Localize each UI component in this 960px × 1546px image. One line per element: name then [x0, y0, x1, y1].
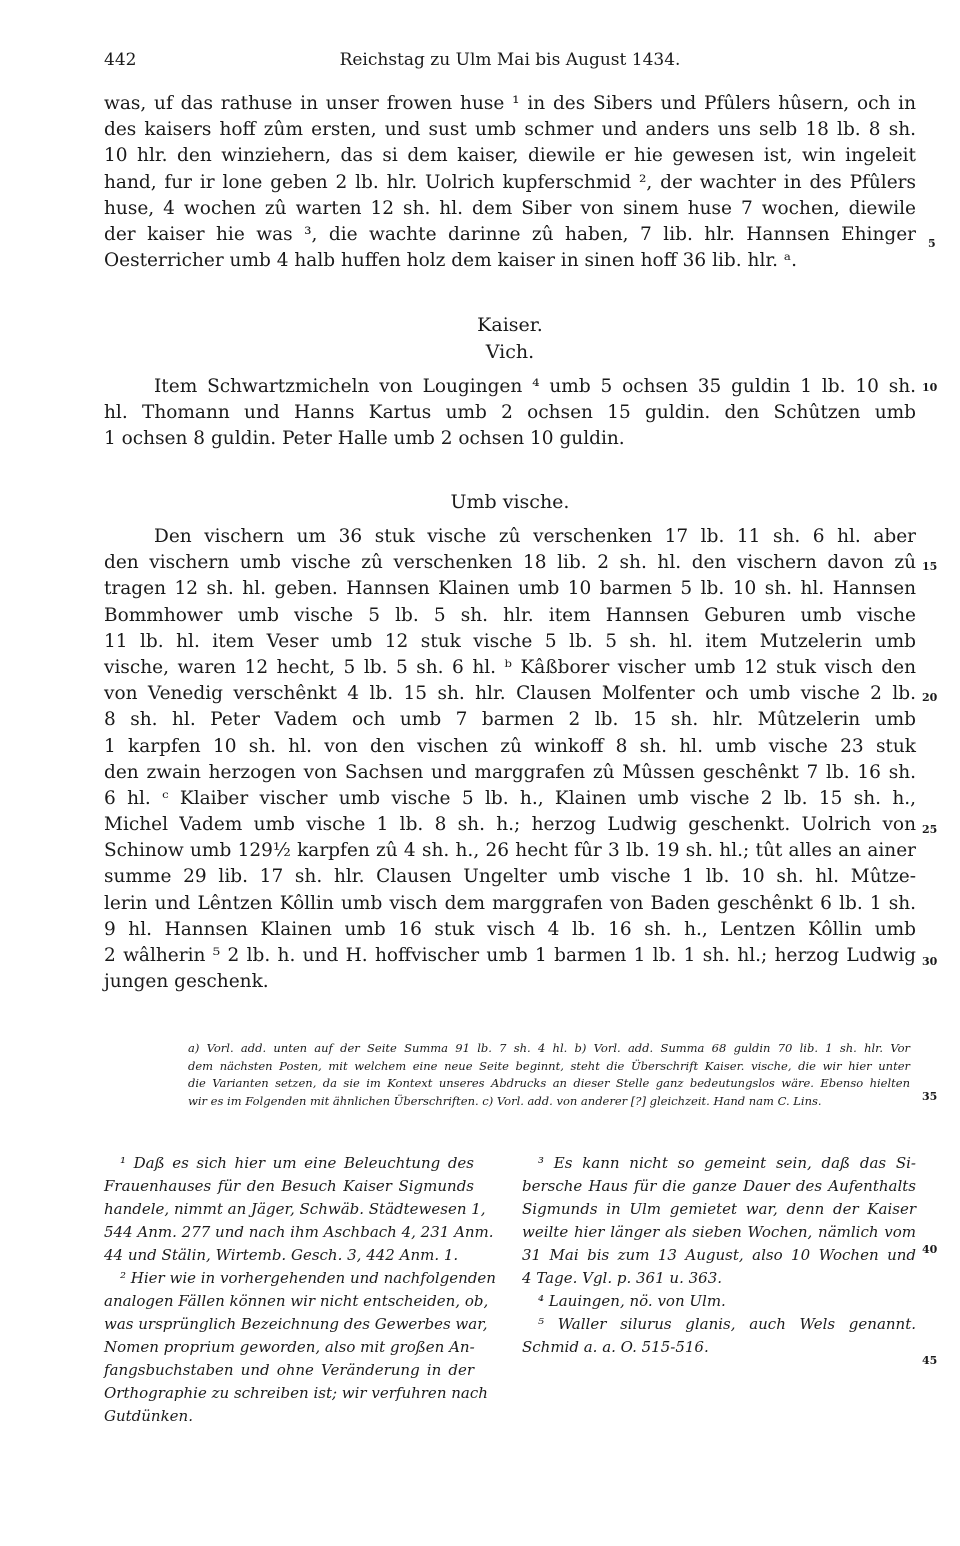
text-line: jungen geschenk.	[104, 971, 269, 993]
footnote-line: Nomen proprium geworden, also mit großen An-	[104, 1338, 475, 1356]
paragraph-vich	[104, 374, 916, 453]
footnote-line: 544 Anm. 277 und nach ihm Aschbach 4, 231 Anm.	[104, 1223, 494, 1241]
footnote-line: was ursprünglich Bezeichnung des Gewerbes war,	[104, 1315, 488, 1333]
text-line: 1 ochsen 8 guldin. Peter Halle umb 2 ochsen 10 guldin.	[104, 428, 625, 450]
line-number: 35	[922, 1090, 938, 1103]
text-line: Schinow umb 129½ karpfen zû 4 sh. h., 26 hecht fûr 3 lb. 19 sh. hl.; tût alles an ainer	[104, 840, 916, 862]
note-line: wir es im Folgenden mit ähnlichen Überschriften. c) Vorl. add. von anderer [?] gleichzeit. Hand nam C. Lins.	[188, 1093, 822, 1108]
footnote-line: analogen Fällen können wir nicht entscheiden, ob,	[104, 1292, 489, 1310]
text-line: summe 29 lib. 17 sh. hlr. Clausen Ungelter umb vische 1 lb. 10 sh. hl. Mûtze-	[104, 866, 916, 888]
line-number: 20	[922, 691, 938, 704]
text-line: vische, waren 12 hecht, 5 lb. 5 sh. 6 hl. ᵇ Kâßborer vischer umb 12 stuk visch den	[104, 656, 916, 678]
text-line: was, uf das rathuse in unser frowen huse ¹ in des Sibers und Pfûlers hûsern, och in	[104, 93, 916, 114]
footnote-line: Sigmunds in Ulm gemietet war, denn der Kaiser	[522, 1200, 916, 1218]
line-number: 15	[922, 560, 938, 573]
page-number: 442	[104, 50, 137, 70]
text-line: den vischern umb vische zû verschenken 18 lib. 2 sh. hl. den vischern davon zû	[104, 552, 916, 574]
paragraph-vische	[104, 524, 916, 995]
text-line: Item Schwartzmicheln von Lougingen ⁴ umb 5 ochsen 35 guldin 1 lb. 10 sh.	[154, 376, 916, 397]
variant-notes	[188, 1040, 910, 1110]
text-line: 9 hl. Hannsen Klainen umb 16 stuk visch 4 lb. 16 sh. h., Lentzen Kôllin umb	[104, 918, 916, 940]
text-line: der kaiser hie was ³, die wachte darinne zû haben, 7 lib. hlr. Hannsen Ehinger	[104, 223, 916, 245]
text-line: hl. Thomann und Hanns Kartus umb 2 ochsen 15 guldin. den Schûtzen umb	[104, 402, 916, 424]
text-line: 11 lb. hl. item Veser umb 12 stuk vische 5 lb. 5 sh. hl. item Mutzelerin umb	[104, 630, 916, 652]
line-number: 40	[922, 1243, 938, 1256]
text-line: 6 hl. ᶜ Klaiber vischer umb vische 5 lb. h., Klainen umb vische 2 lb. 15 sh. h.,	[104, 787, 916, 809]
footnote-line: ⁴ Lauingen, nö. von Ulm.	[538, 1292, 726, 1310]
footnote-line: Frauenhauses für den Besuch Kaiser Sigmunds	[104, 1177, 474, 1195]
footnote-line: ² Hier wie in vorhergehenden und nachfolgenden	[120, 1269, 496, 1287]
line-number: 10	[922, 381, 938, 394]
note-line: die Varianten setzen, da sie im Kontext unseres Abdrucks an dieser Stelle ganz bedeutungslos wäre. Ebenso hielten	[188, 1076, 910, 1090]
text-line: den zwain herzogen von Sachsen und marggrafen zû Mûssen geschênkt 7 lb. 16 sh.	[104, 761, 916, 783]
note-line: dem nächsten Posten, mit welchem eine neue Seite beginnt, steht die Überschrift Kaiser. vische, die wir hier unter	[188, 1058, 910, 1073]
line-number: 5	[928, 237, 936, 250]
footnote-line: bersche Haus für die ganze Dauer des Aufenthalts	[522, 1177, 916, 1195]
text-line: huse, 4 wochen zû warten 12 sh. hl. dem Siber von sinem huse 7 wochen, diewile	[104, 197, 916, 219]
footnote-line: handele, nimmt an Jäger, Schwäb. Städtewesen 1,	[104, 1200, 486, 1218]
text-line: 8 sh. hl. Peter Vadem och umb 7 barmen 2 lb. 15 sh. hlr. Mûtzelerin umb	[104, 709, 916, 731]
footnote-line: 4 Tage. Vgl. p. 361 u. 363.	[522, 1269, 723, 1287]
footnote-line: Schmid a. a. O. 515-516.	[522, 1338, 709, 1356]
page-header	[104, 50, 916, 74]
footnote-line: 44 und Stälin, Wirtemb. Gesch. 3, 442 Anm. 1.	[104, 1246, 459, 1264]
text-line: von Venedig verschênkt 4 lb. 15 sh. hlr. Clausen Molfenter och umb vische 2 lb.	[104, 683, 916, 705]
paragraph-rathuse	[104, 91, 916, 274]
footnotes-left-column	[104, 1152, 496, 1428]
note-line: a) Vorl. add. unten auf der Seite Summa 91 lb. 7 sh. 4 hl. b) Vorl. add. Summa 68 guldin 70 lib. 1 sh. hlr. Vor	[188, 1041, 910, 1055]
text-line: hand, fur ir lone geben 2 lb. hlr. Uolrich kupferschmid ², der wachter in des Pfûlers	[104, 171, 916, 193]
text-line: 10 hlr. den winziehern, das si dem kaiser, diewile er hie gewesen ist, win ingeleit	[104, 145, 916, 167]
section-heading-vische: Umb vische.	[450, 491, 570, 513]
footnote-line: ⁵ Waller silurus glanis, auch Wels genannt.	[538, 1315, 916, 1333]
footnote-line: ¹ Daß es sich hier um eine Beleuchtung des	[120, 1154, 474, 1172]
text-line: lerin und Lêntzen Kôllin umb visch dem marggrafen von Baden geschênkt 6 lb. 1 sh.	[104, 892, 916, 914]
text-line: Bommhower umb vische 5 lb. 5 sh. hlr. item Hannsen Geburen umb vische	[104, 604, 916, 626]
footnote-line: Orthographie zu schreiben ist; wir verfuhren nach	[104, 1384, 488, 1402]
footnote-line: weilte hier länger als sieben Wochen, nämlich vom	[522, 1223, 916, 1241]
line-number: 45	[922, 1354, 938, 1367]
line-number: 30	[922, 955, 938, 968]
section-heading-vich: Vich.	[485, 341, 535, 363]
footnote-line: 31 Mai bis zum 13 August, also 10 Wochen und	[522, 1246, 916, 1264]
footnote-line: ³ Es kann nicht so gemeint sein, daß das Si-	[538, 1154, 916, 1172]
running-title: Reichstag zu Ulm Mai bis August 1434.	[339, 50, 681, 70]
footnotes-right-column	[522, 1152, 916, 1359]
section-heading-kaiser: Kaiser.	[477, 314, 543, 336]
text-line: Michel Vadem umb vische 1 lb. 8 sh. h.; herzog Ludwig geschenkt. Uolrich von	[104, 814, 916, 836]
line-number: 25	[922, 823, 938, 836]
text-line: Den vischern um 36 stuk vische zû verschenken 17 lb. 11 sh. 6 hl. aber	[154, 526, 916, 547]
footnote-line: fangsbuchstaben und ohne Veränderung in der	[104, 1361, 474, 1379]
text-line: Oesterricher umb 4 halb huffen holz dem kaiser in sinen hoff 36 lib. hlr. ᵃ.	[104, 250, 797, 272]
text-line: des kaisers hoff zûm ersten, und sust umb schmer und anders uns selb 18 lb. 8 sh.	[104, 119, 916, 141]
text-line: 1 karpfen 10 sh. hl. von den vischen zû winkoff 8 sh. hl. umb vische 23 stuk	[104, 735, 916, 757]
text-line: tragen 12 sh. hl. geben. Hannsen Klainen umb 10 barmen 5 lb. 10 sh. hl. Hannsen	[104, 578, 916, 600]
footnote-line: Gutdünken.	[104, 1407, 193, 1425]
text-line: 2 wâlherin ⁵ 2 lb. h. und H. hoffvischer umb 1 barmen 1 lb. 1 sh. hl.; herzog Ludwig	[104, 945, 916, 966]
